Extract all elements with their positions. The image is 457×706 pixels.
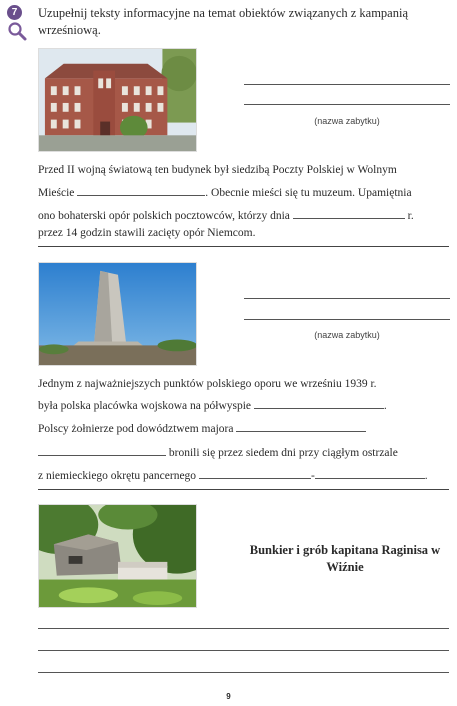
photo-post-office [38, 48, 197, 152]
answer-line-bunker-1[interactable] [38, 628, 449, 629]
answer-line-name-1b[interactable] [244, 104, 450, 105]
blank-peninsula-field[interactable] [254, 400, 384, 409]
text-westerplatte-line2: była polska placówka wojskowa na półwyspie . [38, 400, 387, 412]
bunker-title: Bunkier i grób kapitana Raginisa w Wiźnie [249, 543, 441, 574]
magnifier-icon [6, 20, 28, 42]
text-post-line4: przez 14 godzin stawili zacięty opór Niemcom. [38, 227, 256, 239]
text-westerplatte-line3: Polscy żołnierze pod dowództwem majora [38, 423, 366, 436]
blank-city-field[interactable] [77, 187, 205, 196]
answer-line-bunker-3[interactable] [38, 672, 449, 673]
blank-major-field[interactable] [236, 423, 366, 432]
caption-monument-name-2: (nazwa zabytku) [314, 330, 380, 340]
task-number-badge: 7 [7, 5, 22, 20]
blank-major-field-cont[interactable] [38, 447, 166, 456]
separator-1 [38, 246, 449, 247]
photo-westerplatte-monument [38, 262, 197, 366]
text-westerplatte-line1: Jednym z najważniejszych punktów polskiego oporu we wrześniu 1939 r. [38, 378, 377, 390]
photo-wizna-bunker [38, 504, 197, 608]
text-post-line2: Mieście . Obecnie mieści się tu muzeum. Upamiętnia [38, 187, 412, 199]
blank-date-field[interactable] [293, 210, 405, 219]
text-westerplatte-line4: bronili się przez siedem dni przy ciągłym ostrzale [38, 447, 398, 460]
answer-line-name-2a[interactable] [244, 298, 450, 299]
separator-2 [38, 489, 449, 490]
text-post-line3: ono bohaterski opór polskich pocztowców, którzy dnia r. [38, 210, 414, 222]
text-westerplatte-line5: z niemieckiego okrętu pancernego - . [38, 470, 428, 482]
blank-ship-field-a[interactable] [199, 470, 311, 479]
answer-line-bunker-2[interactable] [38, 650, 449, 651]
task-instruction: Uzupełnij teksty informacyjne na temat obiektów związanych z kampanią wrześniową. [38, 6, 409, 37]
blank-ship-field-b[interactable] [315, 470, 425, 479]
page-number: 9 [226, 692, 231, 701]
answer-line-name-1a[interactable] [244, 84, 450, 85]
answer-line-name-2b[interactable] [244, 319, 450, 320]
caption-monument-name-1: (nazwa zabytku) [314, 116, 380, 126]
text-post-line1: Przed II wojną światową ten budynek był siedzibą Poczty Polskiej w Wolnym [38, 164, 397, 176]
